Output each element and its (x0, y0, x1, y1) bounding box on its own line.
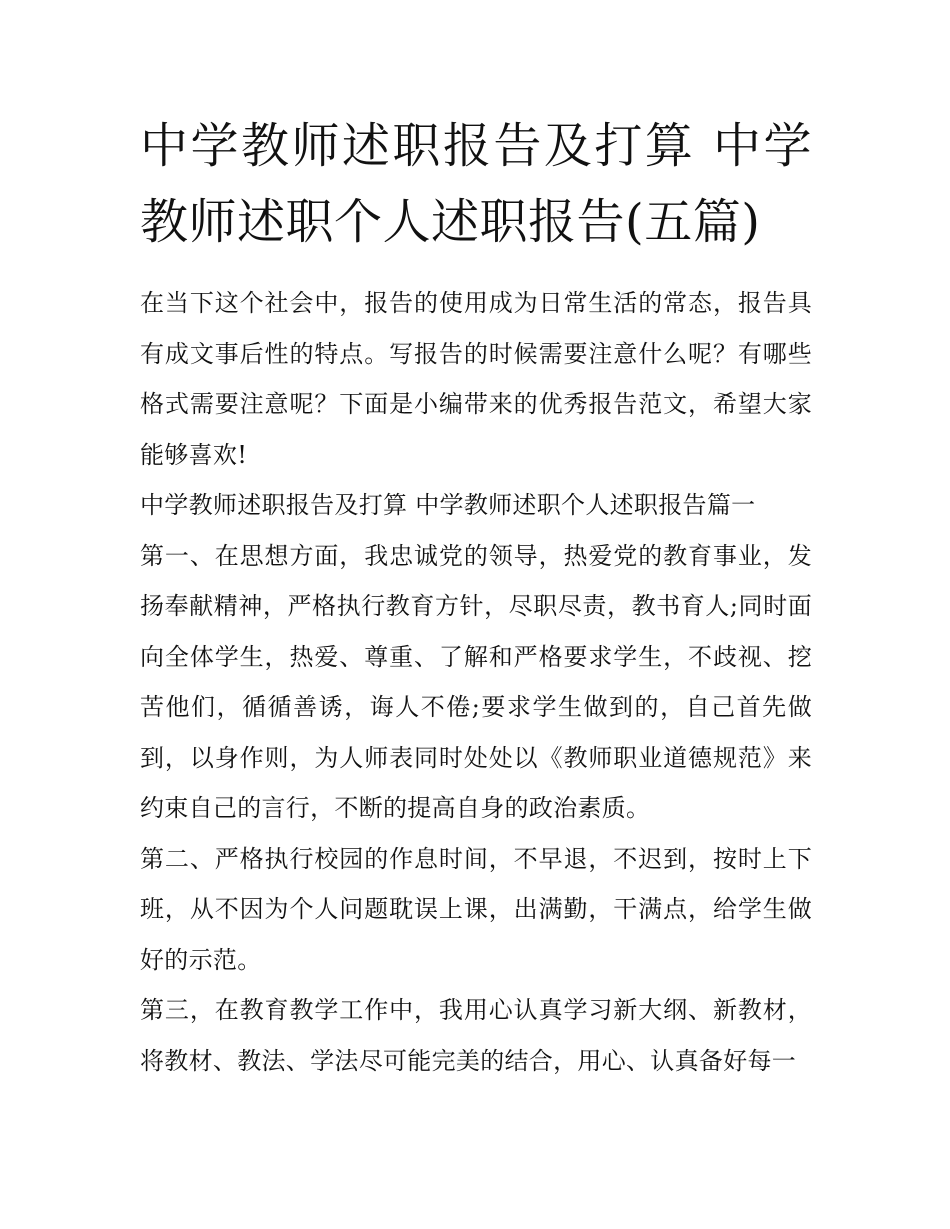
intro-paragraph: 在当下这个社会中，报告的使用成为日常生活的常态，报告具有成文事后性的特点。写报告的时候需要注意什么呢？有哪些格式需要注意呢？下面是小编带来的优秀报告范文，希望大家能够喜欢! (140, 289, 812, 469)
document-title: 中学教师述职报告及打算 中学教师述职个人述职报告(五篇) (140, 118, 812, 250)
body-paragraph-1: 第一、在思想方面，我忠诚党的领导，热爱党的教育事业，发扬奉献精神，严格执行教育方针，尽职尽责，教书育人;同时面向全体学生，热爱、尊重、了解和严格要求学生，不歧视、挖苦他们，循循善诱，诲人不倦;要求学生做到的，自己首先做到，以身作则，为人师表同时处处以《教师职业道德规范》来约束自己的言行，不断的提高自身的政治素质。 (140, 541, 812, 822)
body-paragraph-2: 第二、严格执行校园的作息时间，不早退，不迟到，按时上下班，从不因为个人问题耽误上课，出满勤，干满点，给学生做好的示范。 (140, 844, 812, 974)
body-paragraph-3: 第三，在教育教学工作中，我用心认真学习新大纲、新教材，将教材、教法、学法尽可能完美的结合，用心、认真备好每一 (140, 996, 812, 1075)
document-page (140, 108, 812, 1086)
section-heading: 中学教师述职报告及打算 中学教师述职个人述职报告篇一 (140, 491, 756, 519)
